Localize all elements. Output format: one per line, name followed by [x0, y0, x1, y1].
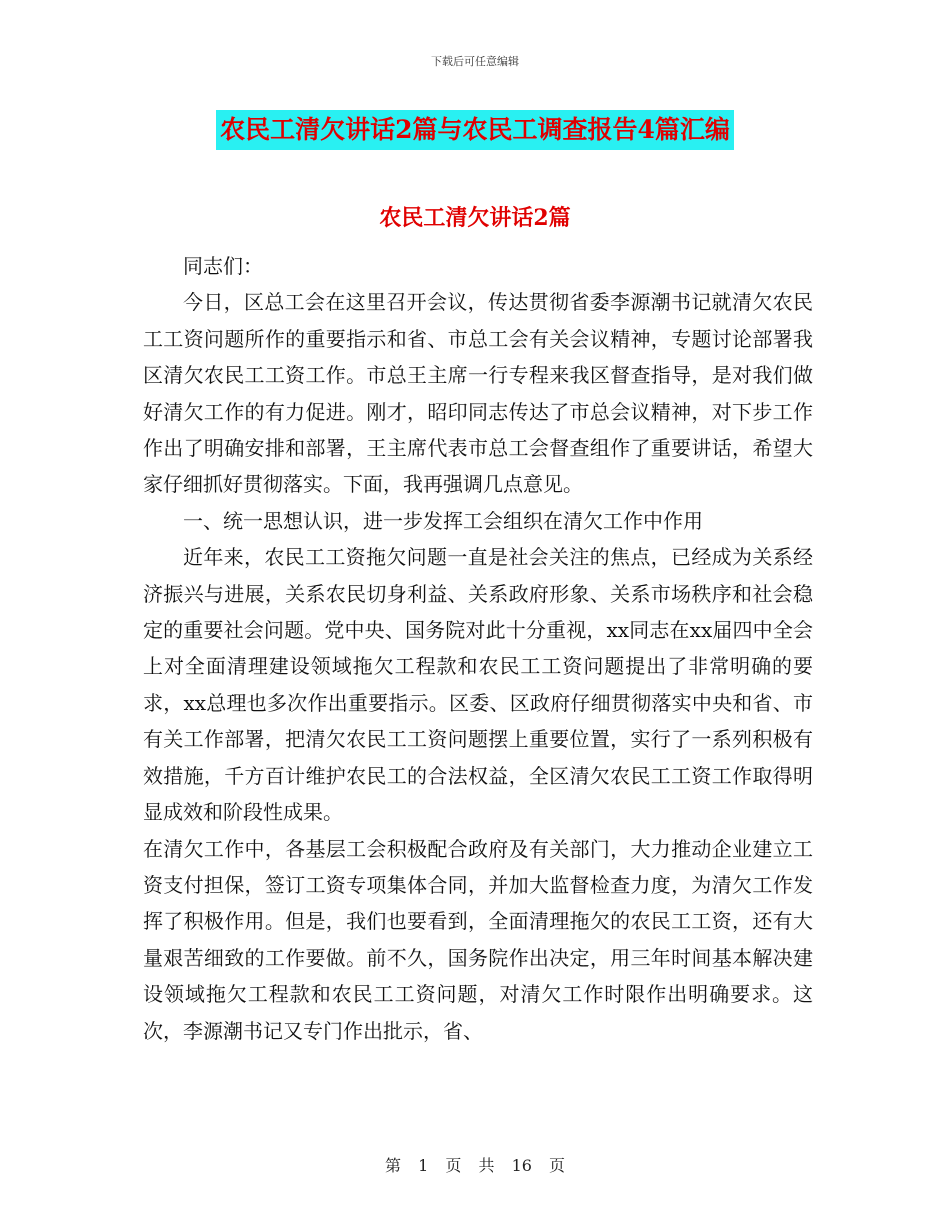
footer-prefix: 第: [384, 1156, 401, 1175]
footer-total-prefix: 共: [478, 1156, 495, 1175]
document-body: [143, 248, 813, 1049]
title-wrapper: [0, 110, 950, 150]
paragraph: 今日，区总工会在这里召开会议，传达贯彻省委李源潮书记就清欠农民工工资问题所作的重要指示和省、市总工会有关会议精神，专题讨论部署我区清欠农民工工资工作。市总王主席一行专程来我区督查指导，是对我们做好清欠工作的有力促进。刚才，昭印同志传达了市总会议精神，对下步工作作出了明确安排和部署，王主席代表市总工会督查组作了重要讲话，希望大家仔细抓好贯彻落实。下面，我再强调几点意见。: [143, 290, 813, 497]
header-note: 下载后可任意编辑: [431, 55, 519, 68]
total-pages: 16: [511, 1156, 532, 1175]
section-title: 农民工清欠讲话2篇: [379, 205, 571, 231]
footer-suffix: 页: [549, 1156, 566, 1175]
paragraph: 在清欠工作中，各基层工会积极配合政府及有关部门，大力推动企业建立工资支付担保，签订工资专项集体合同，并加大监督检查力度，为清欠工作发挥了积极作用。但是，我们也要看到，全面清理拖欠的农民工工资，还有大量艰苦细致的工作要做。前不久，国务院作出决定，用三年时间基本解决建设领域拖欠工程款和农民工工资问题，对清欠工作时限作出明确要求。这次，李源潮书记又专门作出批示，省、: [143, 836, 813, 1043]
footer-mid: 页: [445, 1156, 462, 1175]
paragraph: 近年来，农民工工资拖欠问题一直是社会关注的焦点，已经成为关系经济振兴与进展，关系农民切身利益、关系政府形象、关系市场秩序和社会稳定的重要社会问题。党中央、国务院对此十分重视，xx同志在xx届四中全会上对全面清理建设领域拖欠工程款和农民工工资问题提出了非常明确的要求，xx总理也多次作出重要指示。区委、区政府仔细贯彻落实中央和省、市有关工作部署，把清欠农民工工资问题摆上重要位置，实行了一系列积极有效措施，千方百计维护农民工的合法权益，全区清欠农民工工资工作取得明显成效和阶段性成果。: [143, 545, 813, 825]
document-title: 农民工清欠讲话2篇与农民工调查报告4篇汇编: [216, 110, 734, 150]
heading-point-one: 一、统一思想认识，进一步发挥工会组织在清欠工作中作用: [183, 508, 703, 533]
page-footer: [0, 1153, 950, 1176]
greeting: 同志们：: [183, 254, 263, 278]
page-number: 1: [418, 1156, 429, 1175]
